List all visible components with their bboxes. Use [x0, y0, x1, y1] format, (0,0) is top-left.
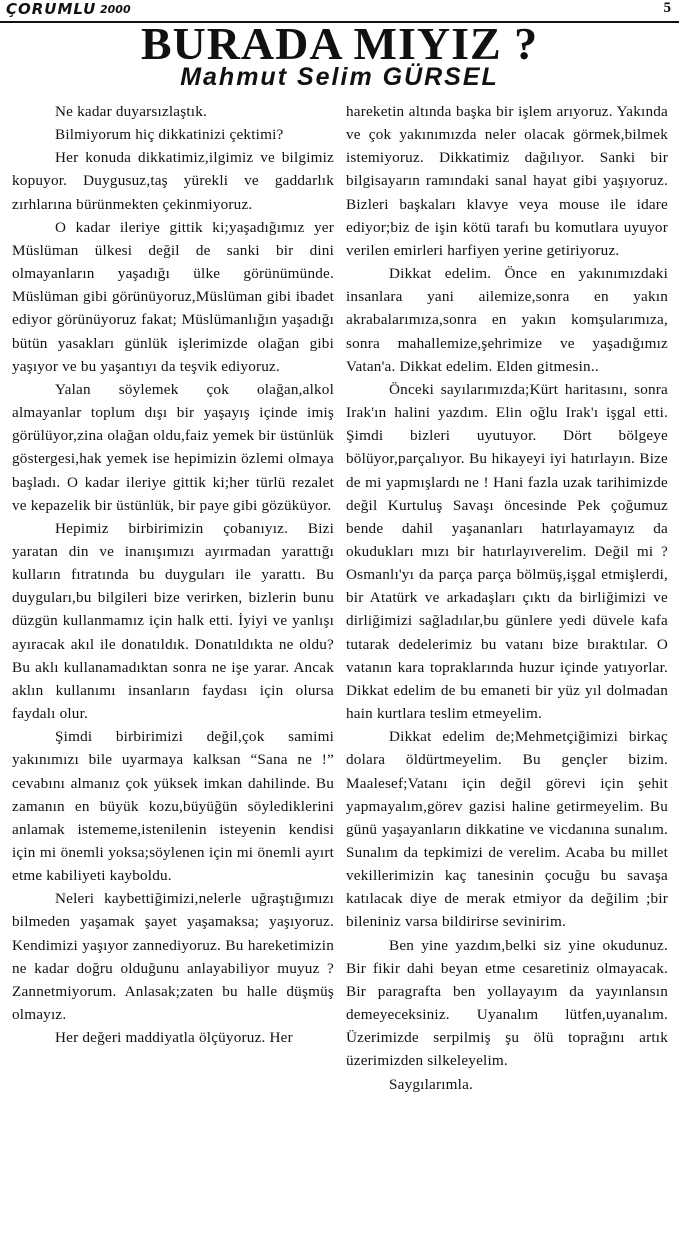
- article-paragraph: O kadar ileriye gittik ki;yaşadığımız yer Müslüman ülkesi değil de sanki bir dini olmayanların yaşadığı ülke görünümünde. Müslüman gibi görünüyoruz,Müslüman gibi ibadet ediyor görünüyoruz fakat; Müslümanlığın yaşadığı bütün yasakları günlük işlerimizde olağan gibi yaşıyor ve bu yaşantıyı da teşvik ediyoruz.: [12, 218, 334, 375]
- article-paragraph: Yalan söylemek çok olağan,alkol almayanlar toplum dışı bir yaşayış içinde imiş görülüyor,zina olağan oldu,faiz yemek bir üstünlük göstergesi,hak yemek ise hepimizin özlemi olmaya başladı. O kadar ileriye gittik ki;her türlü rezalet ve kepazelik bir üstünlük, bir paye gibi gözüküyor.: [12, 380, 334, 514]
- article-paragraph: Dikkat edelim. Önce en yakınımızdaki insanlara yani ailemize,sonra en yakın akrabalarımıza,sonra en yakın komşularımıza, sonra mahallemize,şehrimize ve yaşadığımız Vatan'a. Dikkat edelim. Elden gitmesin..: [346, 265, 668, 375]
- article-paragraph: Neleri kaybettiğimizi,nelerle uğraştığımızı bilmeden yaşamak şayet yaşamaksa; yaşıyoruz. Kendimizi yaşıyor zannediyoruz. Bu hareketimizin ne kadar doğru olduğunu anlayabiliyor muyuz ? Zannetmiyorum. Anlasak;zaten bu halle düşmüş olmayız.: [12, 890, 334, 1024]
- magazine-year: 2000: [100, 3, 131, 16]
- article-paragraph: Her değeri maddiyatla ölçüyoruz. Her: [55, 1029, 293, 1047]
- article-paragraph: hareketin altında başka bir işlem arıyoruz. Yakında ve çok yakınımızda neler olacak görmek,bilmek istemiyoruz. Dikkatimiz dağılıyor. Sanki bir bilgisayarın ramındaki sanal hayat gibi yaşıyoruz. Bizleri başkaları klavye veya mouse ile idare ediyor;biz de işin kötü tarafı bu komutlara uyuyor verilen emirleri harfiyen yerine getiriyoruz.: [346, 103, 668, 259]
- article-author: Mahmut Selim GÜRSEL: [180, 63, 499, 91]
- article-paragraph: Ne kadar duyarsızlaştık.: [55, 103, 207, 120]
- article-column-right: [346, 100, 668, 1096]
- article-paragraph: Saygılarımla.: [389, 1075, 474, 1093]
- article-paragraph: Şimdi birbirimizi değil,çok samimi yakınımızı bile uyarmaya kalksan “Sana ne !” cevabını almanız çok yüksek imkan dahilinde. Bu zamanın en büyük kozu,büyüğün söylediklerini anlamak istememe,istenilenin isteyenin kendisi için mi önemli yoksa;söylenen için mi önemli ayırt etme kabiliyeti kayboldu.: [12, 728, 334, 885]
- article-paragraph: Her konuda dikkatimiz,ilgimiz ve bilgimiz kopuyor. Duygusuz,taş yürekli ve gaddarlık zırhlarına bürünmekten çekinmiyoruz.: [12, 149, 334, 213]
- article-paragraph: Önceki sayılarımızda;Kürt haritasını, sonra Irak'ın halini yazdım. Elin oğlu Irak'ı işgal etti. Şimdi bizleri uyutuyor. Dört bölgeye bölüyor,parçalıyor. Bu hikayeyi iyi hatırlayın. Bize de mi yapmışlardı ne ! Hani fazla uzak tarihimizde değil Kurtuluş Savaşı öncesinde Pek çoğumuz bende dahil yaşananları hatırlayamayız da okudukları mızı bir hatırlayıverelim. Değil mi ? Osmanlı'yı da parça parça bölmüş,işgal etmişlerdi, bir Atatürk ve arkadaşları çıktı da birliğimizi ve dirliğimizi sağladılar,bu günlere yedi düvele kafa tutarak dedelerimiz bu vatanı bize bıraktılar. O vatanın kara topraklarında huzur içinde yatıyorlar. Dikkat edelim de bu emaneti bir yüz yıl dolmadan hain kurtlara teslim etmeyelim.: [346, 380, 668, 723]
- article-paragraph: Ben yine yazdım,belki siz yine okudunuz. Bir fikir dahi beyan etme cesaretiniz olmayacak. Bir paragrafta ben yollayayım da yayınlansın demeyeceksiniz. Uyanalım lütfen,uyanalım. Üzerimizde serpilmiş şu ölü toprağını artık üzerimizden silkeleyelim.: [346, 936, 668, 1070]
- article-paragraph: Dikkat edelim de;Mehmetçiğimizi birkaç dolara öldürtmeyelim. Bu gençler bizim. Maalesef;Vatanı için değil görevi için şehit yapmayalım,görev gazisi haline getirmeyelim. Bu günü yaşayanların dikkatine ve vicdanına sunalım. Sunalım da tepkimizi de verelim. Acaba bu millet vekillerimizin kaç tanesinin çocuğu bu savaşa katılacak diye de merak etmiyor da değilim ;bir bileniniz varsa bildirirse sevinirim.: [346, 728, 668, 931]
- article-column-left: [12, 100, 334, 1049]
- article-title: BURADA MIYIZ ?: [140, 18, 539, 69]
- page-number: 5: [663, 0, 671, 16]
- article-paragraph: Hepimiz birbirimizin çobanıyız. Bizi yaratan din ve inanışımızı ayırmadan yarattığı kulların fıtratında bu duyguları ile yarattı. Bu duyguları,bu bilgileri bize verirken, bizlerin bunu düzgün kullanmamız için halk etti. İyiyi ve yanlışı ayıracak akıl ile donatıldık. Donatıldıkta ne oldu? Bu aklı kullanamadıktan sonra ne işe yarar. Ancak aklın kullanımı insanların faydası için olursa faydalı olur.: [12, 519, 334, 723]
- article-paragraph: Bilmiyorum hiç dikkatinizi çektimi?: [55, 126, 284, 144]
- magazine-name: ÇORUMLU: [6, 0, 97, 18]
